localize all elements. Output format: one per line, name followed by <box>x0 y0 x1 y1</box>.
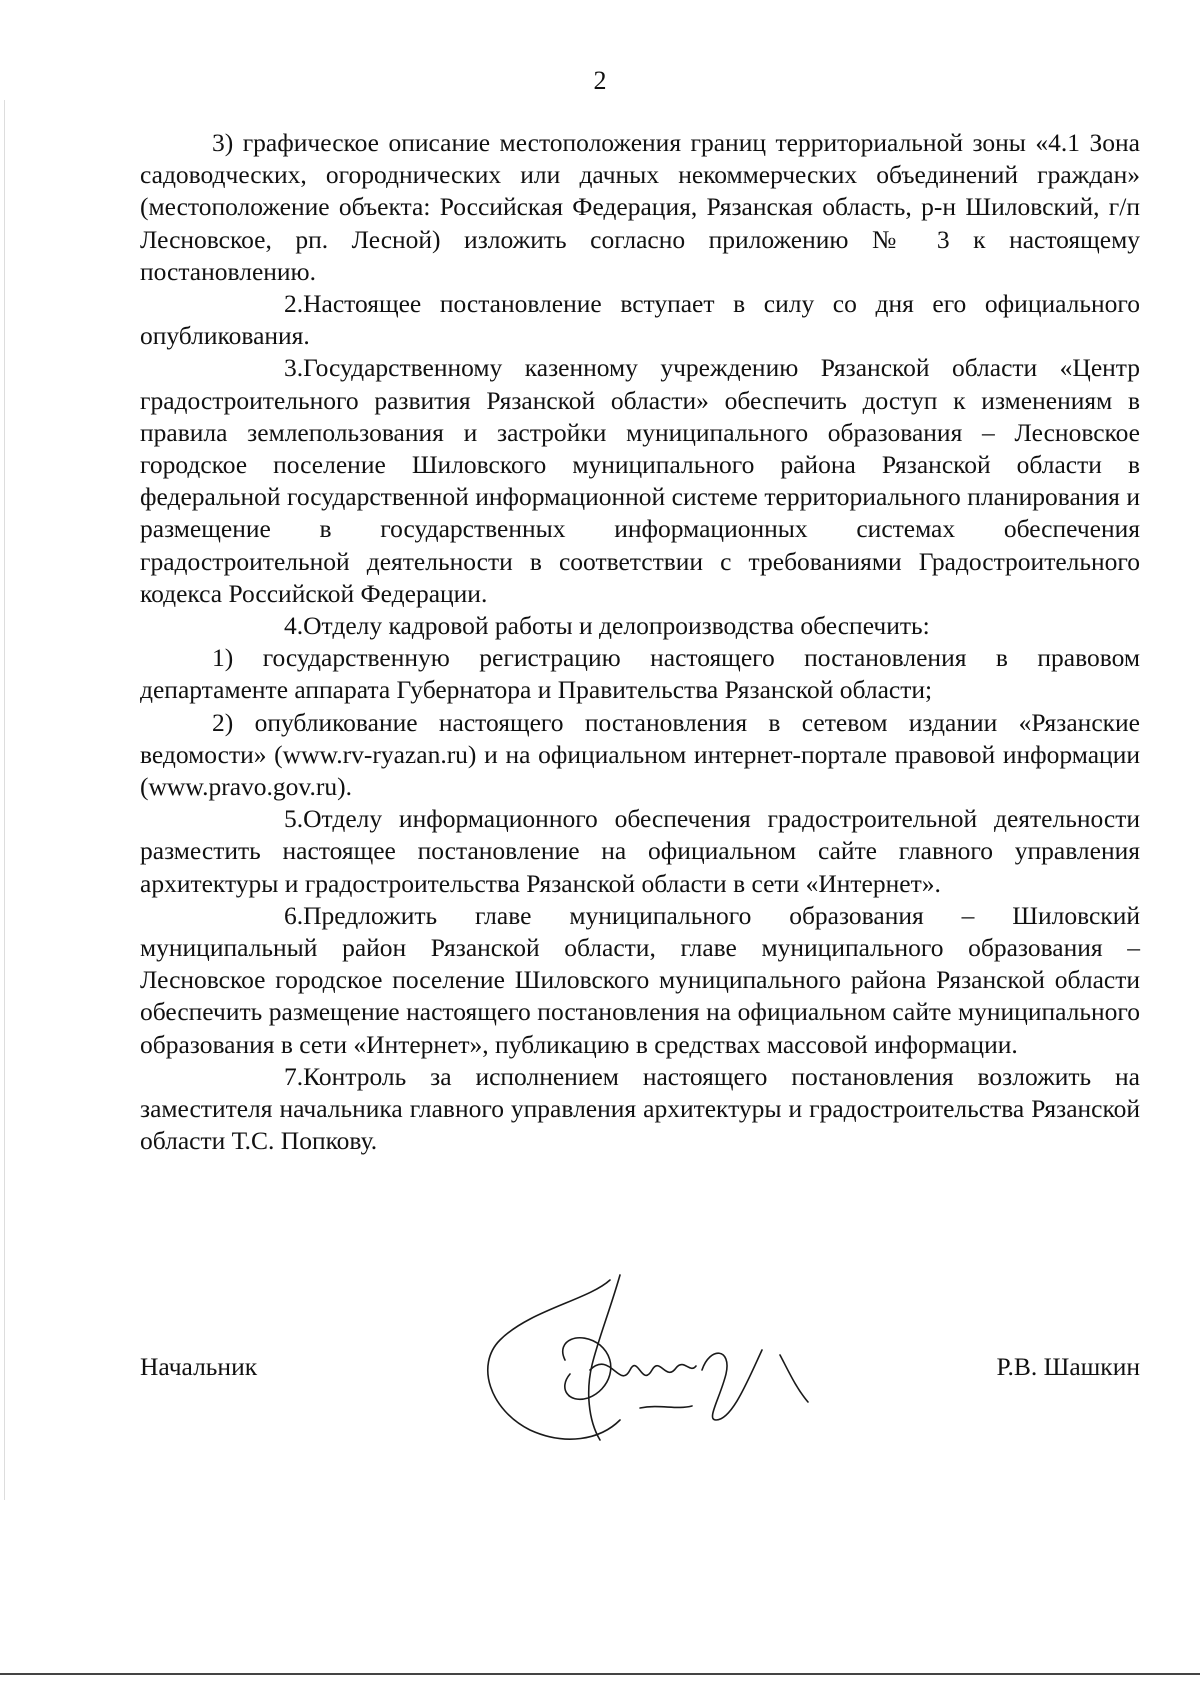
paragraph-text: Контроль за исполнением настоящего постановления возложить на заместителя начальника главного управления архитектуры и градостроительства Рязанской области Т.С. Попкову. <box>140 1061 1140 1156</box>
paragraph-number: 6. <box>284 900 304 930</box>
paragraph-point-4-subpoint-1 <box>140 642 1140 706</box>
paragraph-text: 3) графическое описание местоположения границ территориальной зоны «4.1 Зона садоводческих, огороднических или дачных некоммерческих объединений граждан» (местоположение объекта: Российская Федерация, Рязанская область, р-н Шиловский, г/п Лесновское, рп. Лесной) изложить согласно приложению № 3 к настоящему постановлению. <box>140 128 1140 286</box>
paragraph-text: 1) государственную регистрацию настоящего постановления в правовом департаменте аппарата Губернатора и Правительства Рязанской области; <box>140 643 1140 705</box>
paragraph-point-4 <box>140 610 1140 642</box>
paragraph-number: 2. <box>284 289 304 319</box>
paragraph-text: Отделу информационного обеспечения градостроительной деятельности разместить настоящее постановление на официальном сайте главного управления архитектуры и градостроительства Рязанской области в сети «Интернет». <box>140 804 1140 898</box>
paragraph-point-7 <box>140 1061 1140 1158</box>
paragraph-number: 7. <box>284 1061 304 1091</box>
paragraph-text: 2) опубликование настоящего постановления в сетевом издании «Рязанские ведомости» (www.rv-ryazan.ru) и на официальном интернет-портале правовой информации (www.pravo.gov.ru). <box>140 707 1140 802</box>
paragraph-number: 3. <box>284 353 304 383</box>
paragraph-number: 4. <box>284 611 304 641</box>
signatory-title: Начальник <box>140 1352 258 1381</box>
document-body <box>140 127 1140 1158</box>
paragraph-point-5 <box>140 803 1140 900</box>
paragraph-text: Отделу кадровой работы и делопроизводства обеспечить: <box>303 611 930 641</box>
handwritten-signature <box>470 1270 830 1460</box>
paragraph-text: Государственному казенному учреждению Рязанской области «Центр градостроительного развития Рязанской области» обеспечить доступ к изменениям в правила землепользования и застройки муниципального образования – Лесновское городское поселение Шиловского муниципального района Рязанской области в федеральной государственной информационной системе территориального планирования и размещение в государственных информационных системах обеспечения градостроительной деятельности в соответствии с требованиями Градостроительного кодекса Российской Федерации. <box>140 353 1140 608</box>
paragraph-item-3-subpoint <box>140 127 1140 288</box>
page-number: 2 <box>593 66 607 95</box>
scan-edge-bottom <box>0 1673 1200 1675</box>
scan-edge-left <box>4 100 5 1500</box>
paragraph-point-4-subpoint-2 <box>140 707 1140 804</box>
paragraph-number: 5. <box>284 804 304 834</box>
signatory-name: Р.В. Шашкин <box>996 1352 1140 1381</box>
paragraph-point-2 <box>140 288 1140 352</box>
paragraph-point-6 <box>140 900 1140 1061</box>
paragraph-text: Настоящее постановление вступает в силу со дня его официального опубликования. <box>140 289 1140 351</box>
paragraph-text: Предложить главе муниципального образования – Шиловский муниципальный район Рязанской области, главе муниципального образования – Лесновское городское поселение Шиловского муниципального района Рязанской области обеспечить размещение настоящего постановления на официальном сайте муниципального образования в сети «Интернет», публикацию в средствах массовой информации. <box>140 900 1140 1059</box>
paragraph-point-3 <box>140 352 1140 610</box>
